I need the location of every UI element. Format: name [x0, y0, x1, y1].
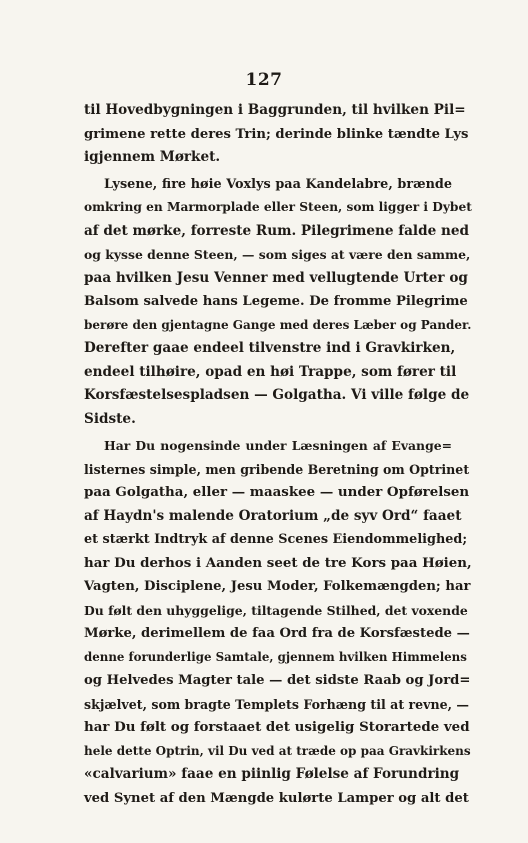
text-line: Mørke, derimellem de faa Ord fra de Korsfæstede —: [84, 626, 470, 641]
text-line: til Hovedbygningen i Baggrunden, til hvilken Pil=: [84, 102, 466, 118]
text-line: Vagten, Disciplene, Jesu Moder, Folkemængden; har: [84, 579, 471, 594]
text-line: et stærkt Indtryk af denne Scenes Eiendommelighed;: [84, 532, 468, 547]
text-line: denne forunderlige Samtale, gjennem hvilken Himmelens: [84, 649, 467, 664]
page-number: 127: [245, 70, 283, 90]
text-line: Sidste.: [84, 410, 136, 427]
text-line: ved Synet af den Mængde kulørte Lamper og alt det: [84, 790, 469, 806]
text-line: Derefter gaae endeel tilvenstre ind i Gravkirken,: [84, 340, 456, 356]
text-line: «calvarium» faae en piinlig Følelse af Forundring: [84, 766, 460, 782]
text-line: grimene rette deres Trin; derinde blinke tændte Lys: [84, 126, 469, 142]
text-line: endeel tilhøire, opad en høi Trappe, som fører til: [84, 363, 457, 380]
text-line: og kysse denne Steen, — som siges at være den samme,: [84, 247, 471, 262]
text-line: paa hvilken Jesu Venner med vellugtende Urter og: [84, 269, 468, 286]
body-text: [84, 99, 472, 810]
text-line: igjennem Mørket.: [84, 149, 221, 165]
text-line: af Haydn's malende Oratorium „de syv Ord“ faaet: [84, 507, 462, 524]
text-line: Korsfæstelsespladsen — Golgatha. Vi ville følge de: [84, 387, 470, 403]
text-line: omkring en Marmorplade eller Steen, som ligger i Dybet: [84, 200, 472, 214]
text-line: og Helvedes Magter tale — det sidste Raab og Jord=: [84, 673, 471, 688]
text-line: hele dette Optrin, vil Du ved at træde op paa Gravkirkens: [84, 743, 471, 758]
text-line: paa Golgatha, eller — maaskee — under Opførelsen: [84, 484, 470, 500]
text-line: Du følt den uhyggelige, tiltagende Stilhed, det voxende: [84, 602, 468, 618]
text-line: har Du derhos i Aanden seet de tre Kors paa Høien,: [84, 554, 472, 571]
text-line: listernes simple, men gribende Beretning om Optrinet: [84, 461, 470, 477]
text-line: Balsom salvede hans Legeme. De fromme Pilegrime: [84, 294, 468, 309]
text-line: skjælvet, som bragte Templets Forhæng til at revne, —: [84, 696, 470, 712]
text-line: har Du følt og forstaaet det usigelig Storartede ved: [84, 719, 470, 735]
text-line: berøre den gjentagne Gange med deres Læber og Pander.: [84, 317, 472, 332]
text-line: Lysene, fire høie Voxlys paa Kandelabre, brænde: [104, 176, 452, 192]
text-line: Har Du nogensinde under Læsningen af Evange=: [104, 438, 452, 453]
text-line: af det mørke, forreste Rum. Pilegrimene falde ned: [84, 222, 469, 239]
